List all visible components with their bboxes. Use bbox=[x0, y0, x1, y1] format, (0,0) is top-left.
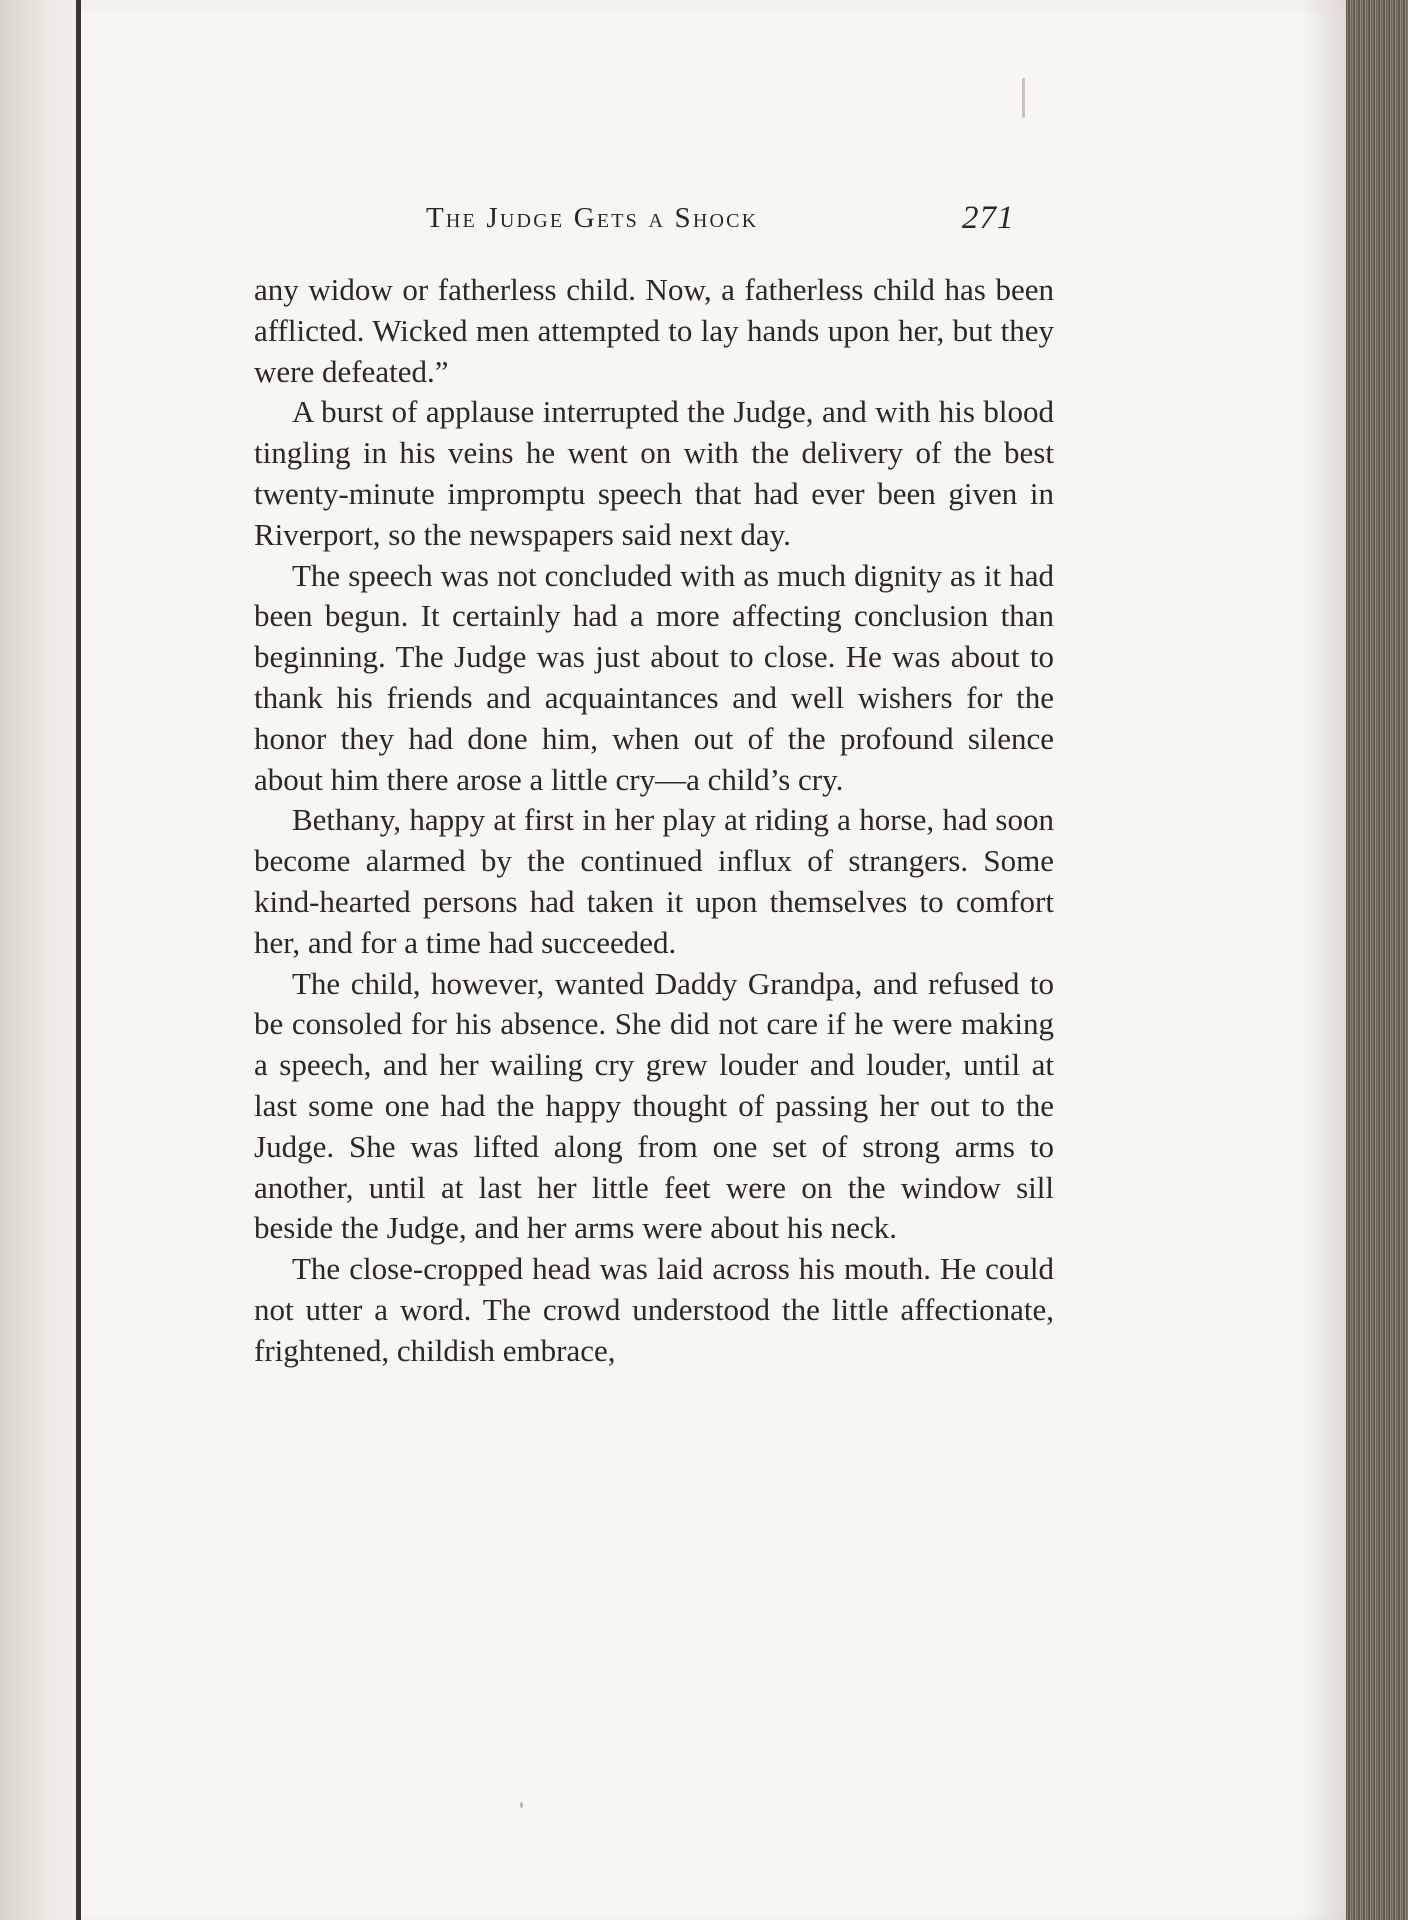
paper-speck bbox=[520, 1802, 523, 1808]
page-number: 271 bbox=[962, 200, 1015, 236]
page-header bbox=[254, 202, 1054, 242]
paragraph-1: any widow or fatherless child. Now, a fatherless child has been afflicted. Wicked men attempted to lay hands upon her, but they were defeated.” bbox=[254, 272, 1054, 389]
body-text bbox=[254, 270, 1054, 1372]
paragraph-4: Bethany, happy at first in her play at riding a horse, had soon become alarmed by the continued influx of strangers. Some kind-hearted persons had taken it upon themselves to comfort her, and for a time had succeeded. bbox=[254, 802, 1054, 960]
paper-speck bbox=[1022, 78, 1025, 118]
paragraph-2: A burst of applause interrupted the Judge, and with his blood tingling in his veins he went on with the delivery of the best twenty-minute impromptu speech that had ever been given in Riverport, so the newspapers said next day. bbox=[254, 394, 1054, 552]
paragraph-5: The child, however, wanted Daddy Grandpa, and refused to be consoled for his absence. She did not care if he were making a speech, and her wailing cry grew louder and louder, until at last some one had the happy thought of passing her out to the Judge. She was lifted along from one set of strong arms to another, until at last her little feet were on the window sill beside the Judge, and her arms were about his neck. bbox=[254, 965, 1054, 1246]
paragraph-6: The close-cropped head was laid across his mouth. He could not utter a word. The crowd understood the little affectionate, frightened, childish embrace, bbox=[254, 1251, 1054, 1368]
paragraph-3: The speech was not concluded with as much dignity as it had been begun. It certainly had a more affecting conclusion than beginning. The Judge was just about to close. He was about to thank his friends and acquaintances and well wishers for the honor they had done him, when out of the profound silence about him there arose a little cry—a child’s cry. bbox=[254, 557, 1054, 797]
binding-gutter bbox=[0, 0, 78, 1920]
book-block-edges bbox=[1346, 0, 1408, 1920]
running-head: The Judge Gets a Shock bbox=[426, 202, 759, 234]
